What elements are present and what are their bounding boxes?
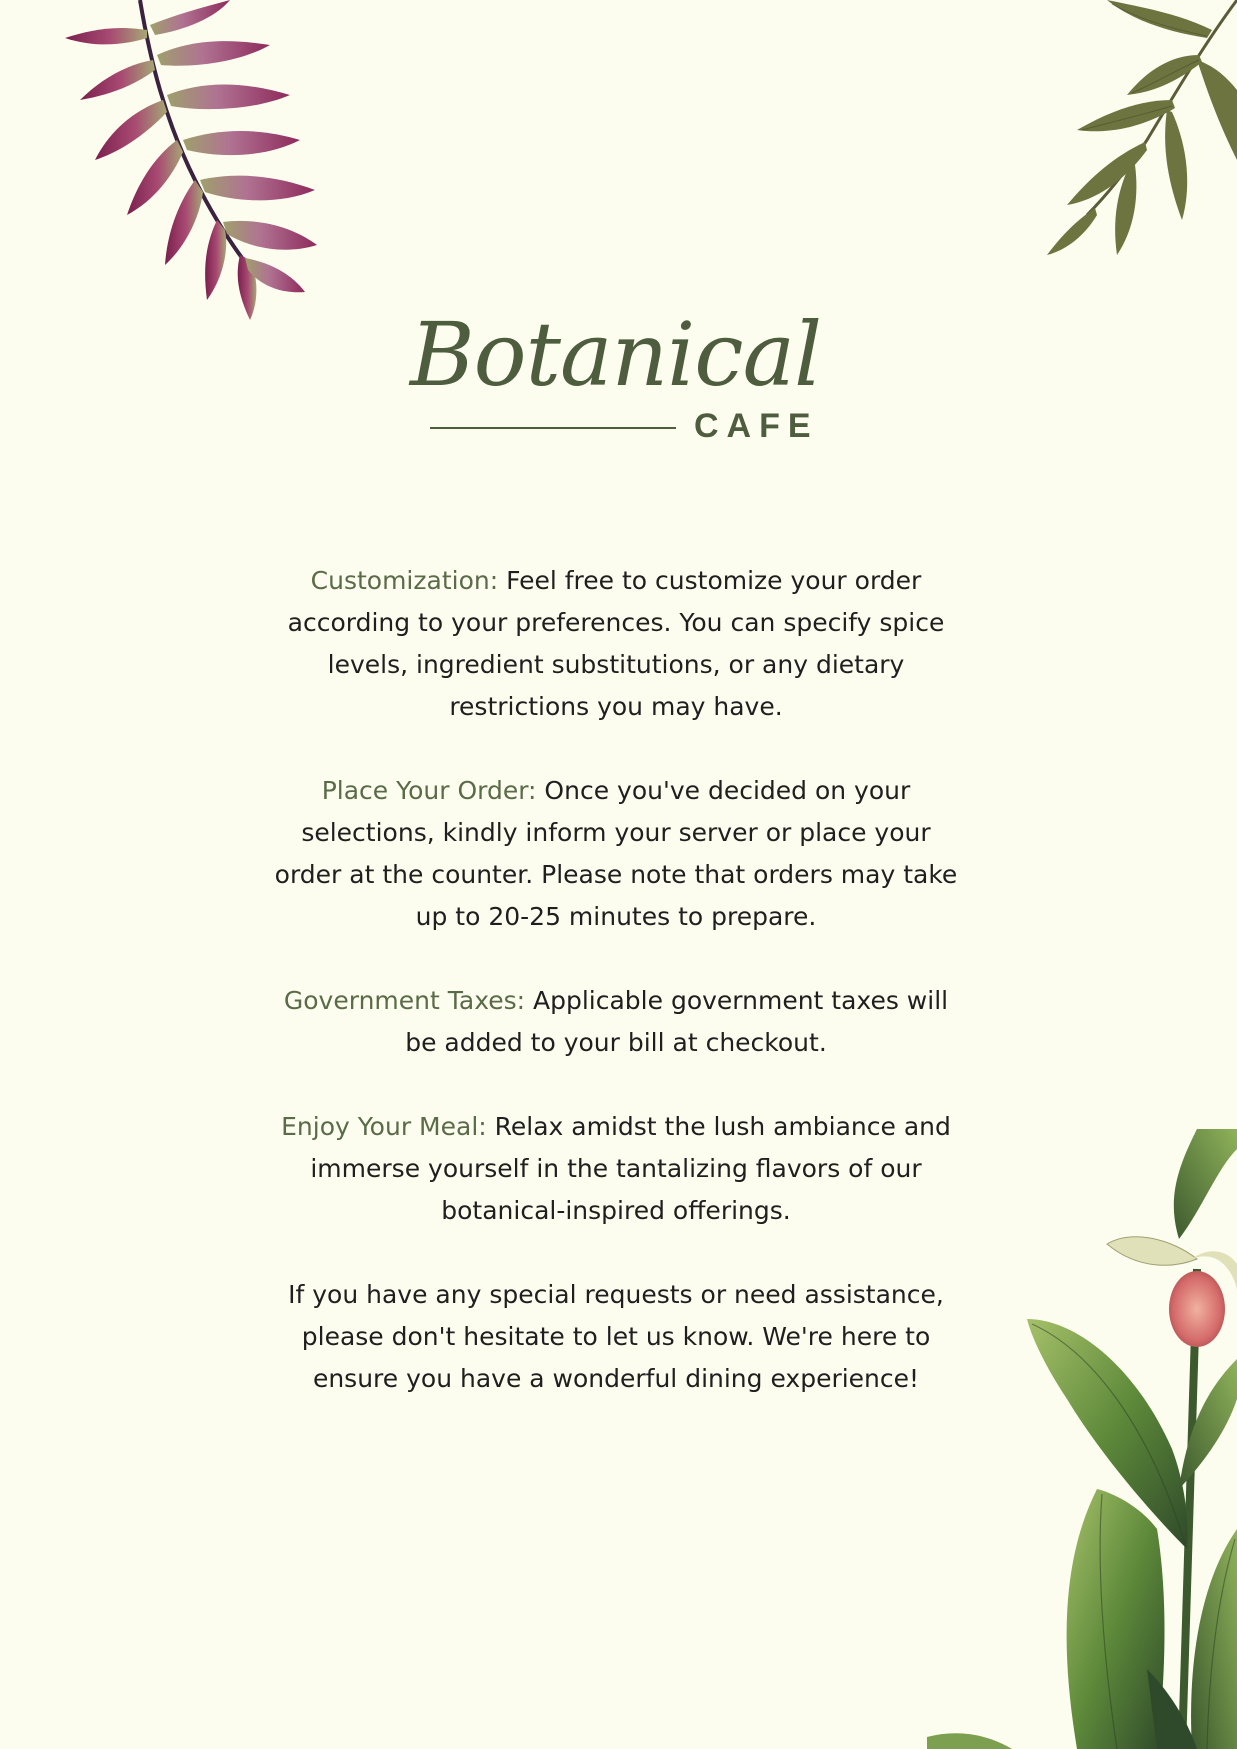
info-customization bbox=[270, 560, 962, 728]
info-content bbox=[270, 560, 962, 1400]
term-label: Place Your Order: bbox=[321, 776, 537, 805]
term-description: Relax amidst the lush ambiance and immerse yourself in the tantalizing flavors of our botanical-inspired offerings. bbox=[310, 1112, 951, 1225]
term-description: Once you've decided on your selections, kindly inform your server or place your order at the counter. Please note that orders may take up to 20-25 minutes to prepare. bbox=[274, 776, 958, 931]
green-leaf-branch-icon bbox=[967, 0, 1237, 280]
term-description: Applicable government taxes will be added to your bill at checkout. bbox=[405, 986, 949, 1057]
brand-logo bbox=[410, 300, 830, 450]
logo-subtitle: CAFE bbox=[694, 407, 819, 445]
logo-script-text: Botanical bbox=[410, 303, 822, 406]
term-description: Feel free to customize your order according to your preferences. You can specify spice levels, ingredient substitutions, or any dietary restrictions you may have. bbox=[287, 566, 945, 721]
info-place-order bbox=[270, 770, 962, 938]
info-government-taxes bbox=[270, 980, 962, 1064]
orchid-flower-icon bbox=[917, 1129, 1237, 1749]
term-label: Enjoy Your Meal: bbox=[281, 1112, 487, 1141]
term-label: Customization: bbox=[310, 566, 499, 595]
closing-note: If you have any special requests or need assistance, please don't hesitate to let us know. We're here to ensure you have a wonderful dining experience! bbox=[288, 1280, 944, 1393]
logo-divider bbox=[430, 427, 676, 429]
term-label: Government Taxes: bbox=[283, 986, 526, 1015]
info-enjoy-meal bbox=[270, 1106, 962, 1232]
purple-leaf-branch-icon bbox=[55, 0, 365, 340]
